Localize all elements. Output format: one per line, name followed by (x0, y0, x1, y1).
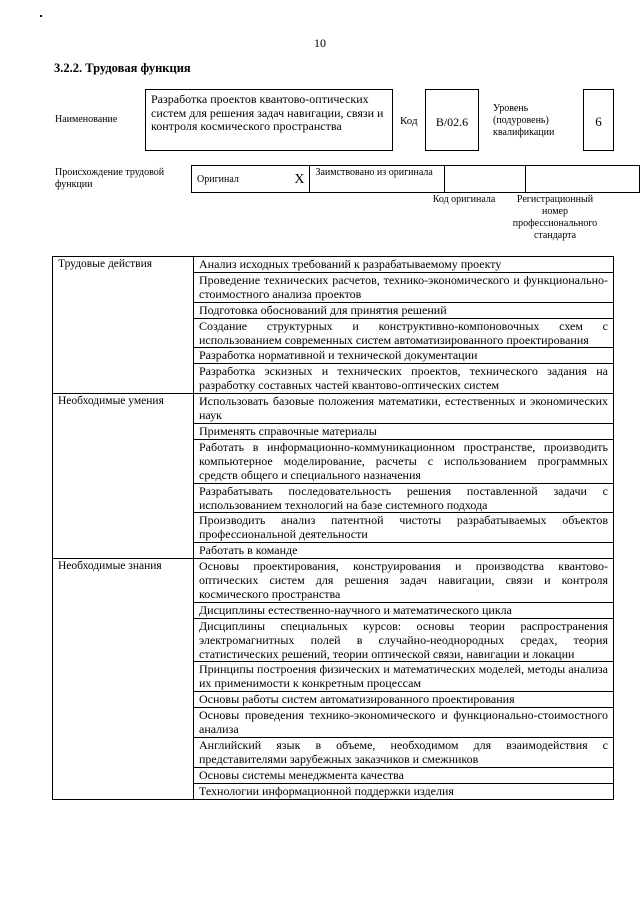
item-cell: Технологии информационной поддержки изделия (194, 783, 614, 799)
category-cell: Необходимые умения (53, 394, 194, 559)
function-code: В/02.6 (425, 89, 479, 151)
section-title: 3.2.2. Трудовая функция (54, 61, 191, 75)
item-cell: Разработка эскизных и технических проектов, технического задания на разработку составных частей квантово-оптических систем (194, 364, 614, 394)
origin-label: Происхождение трудовой функции (55, 167, 165, 190)
borrowed-label: Заимствовано из оригинала (310, 166, 444, 193)
function-name: Разработка проектов квантово-оптических систем для решения задач навигации, связи и контроля космического пространства (145, 89, 393, 151)
item-cell: Проведение технических расчетов, технико-экономического и функционально-стоимостного анализа проектов (194, 272, 614, 302)
original-mark: X (289, 166, 310, 193)
origin-table (191, 165, 640, 193)
item-cell: Основы проведения технико-экономического и функционально-стоимостного анализа (194, 708, 614, 738)
item-cell: Работать в информационно-коммуникационном пространстве, производить компьютерное моделирование, расчеты с использованием программных средств общего и специального назначения (194, 439, 614, 483)
item-cell: Использовать базовые положения математики, естественных и экономических наук (194, 394, 614, 424)
corner-mark (40, 15, 42, 17)
item-cell: Принципы построения физических и математических моделей, методы анализа их применимости к конкретным процессам (194, 662, 614, 692)
original-code-cell (444, 166, 526, 193)
item-cell: Основы проектирования, конструирования и производства квантово-оптических систем для решения задач навигации, связи и контроля космического пространства (194, 559, 614, 603)
table-row (53, 559, 614, 603)
item-cell: Анализ исходных требований к разрабатываемому проекту (194, 257, 614, 273)
item-cell: Разрабатывать последовательность решения поставленной задачи с использованием технологий на базе системного подхода (194, 483, 614, 513)
code-label: Код (400, 115, 418, 127)
item-cell: Работать в команде (194, 543, 614, 559)
page-number: 10 (314, 36, 326, 50)
item-cell: Основы системы менеджмента качества (194, 767, 614, 783)
table-row (53, 257, 614, 273)
level-label: Уровень (подуровень) квалификации (493, 103, 555, 138)
functions-table (52, 256, 614, 800)
item-cell: Применять справочные материалы (194, 423, 614, 439)
item-cell: Дисциплины естественно-научного и математического цикла (194, 602, 614, 618)
item-cell: Производить анализ патентной чистоты разрабатываемых объектов профессиональной деятельности (194, 513, 614, 543)
category-cell: Трудовые действия (53, 257, 194, 394)
item-cell: Основы работы систем автоматизированного проектирования (194, 692, 614, 708)
reg-caption: Регистрационный номер профессионального стандарта (512, 194, 598, 241)
item-cell: Создание структурных и конструктивно-компоновочных схем с использованием современных систем автоматизированного проектирования (194, 318, 614, 348)
item-cell: Дисциплины специальных курсов: основы теории распространения электромагнитных полей в случайно-неоднородных средах, теория статистических решений, теории оптической связи, навигации и локации (194, 618, 614, 662)
item-cell: Подготовка обоснований для принятия решений (194, 302, 614, 318)
item-cell: Разработка нормативной и технической документации (194, 348, 614, 364)
table-row (53, 394, 614, 424)
reg-number-cell (526, 166, 640, 193)
name-label: Наименование (55, 114, 118, 125)
original-label: Оригинал (197, 173, 239, 185)
code-caption: Код оригинала (432, 194, 496, 205)
original-cell (192, 166, 290, 193)
item-cell: Английский язык в объеме, необходимом для взаимодействия с представителями зарубежных заказчиков и смежников (194, 738, 614, 768)
qualification-level: 6 (583, 89, 614, 151)
category-cell: Необходимые знания (53, 559, 194, 800)
